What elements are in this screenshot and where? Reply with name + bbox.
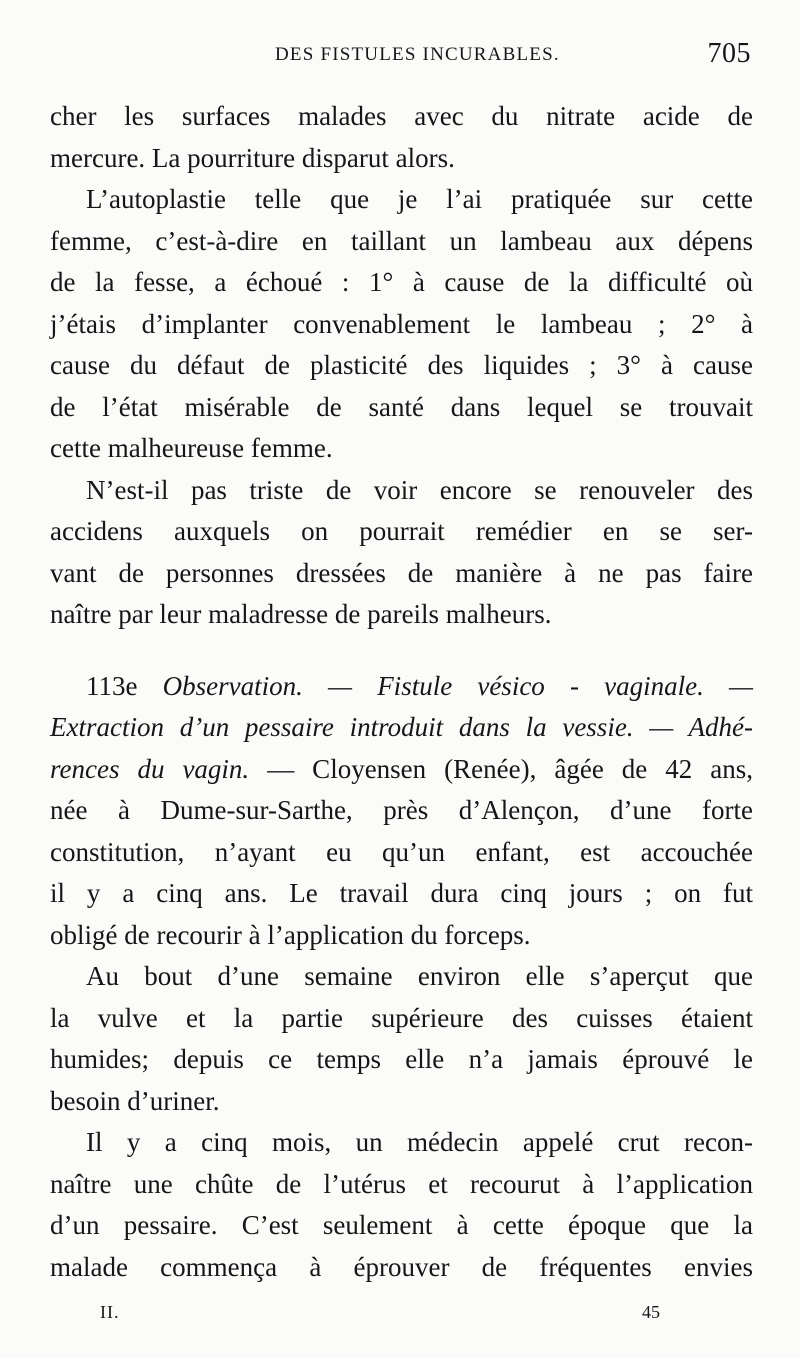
running-head (50, 38, 755, 78)
text-line: d’un pessaire. C’est seulement à cette époque que la (50, 1210, 753, 1240)
observation-heading-line (50, 707, 753, 749)
text-line: Au bout d’une semaine environ elle s’aperçut que (86, 961, 753, 991)
text-line: obligé de recourir à l’application du forceps. (50, 919, 531, 950)
text-line: constitution, n’ayant eu qu’un enfant, est accouchée (50, 836, 753, 867)
observation-subtitle-end: rences du vagin. (50, 753, 250, 784)
signature-mark: II. (100, 1302, 120, 1322)
text-line: vant de personnes dressées de manière à ne pas faire (50, 557, 753, 588)
text-line: accidens auxquels on pourrait remédier en se ser- (50, 516, 753, 546)
text-line: besoin d’uriner. (50, 1085, 220, 1116)
text-line: naître une chûte de l’utérus et recourut à l’application (50, 1168, 753, 1199)
text-line: L’autoplastie telle que je l’ai pratiquée sur cette (86, 184, 753, 214)
text-line: mercure. La pourriture disparut alors. (50, 142, 455, 173)
text-line: femme, c’est-à-dire en taillant un lambeau aux dépens (50, 225, 753, 256)
text-line: N’est-il pas triste de voir encore se renouveler des (86, 474, 753, 505)
text-line: Il y a cinq mois, un médecin appelé crut recon- (86, 1127, 753, 1157)
text-line: cause du défaut de plasticité des liquides ; 3° à cause (50, 350, 753, 380)
observation-heading-line (50, 666, 753, 708)
observation-number: 113e (86, 670, 138, 701)
observation-heading-line (50, 749, 753, 791)
text-line: cher les surfaces malades avec du nitrate acide de (50, 101, 753, 131)
text-line: de la fesse, a échoué : 1° à cause de la difficulté où (50, 267, 753, 297)
text-line: malade commença à éprouver de fréquentes envies (50, 1251, 753, 1282)
text-line: il y a cinq ans. Le travail dura cinq jours ; on fut (50, 878, 753, 908)
text-line: j’étais d’implanter convenablement le lambeau ; 2° à (50, 308, 753, 339)
text-line: naître par leur maladresse de pareils malheurs. (50, 599, 552, 629)
text-line: de l’état misérable de santé dans lequel se trouvait (50, 391, 753, 422)
section-gap (50, 636, 753, 666)
text-line: humides; depuis ce temps elle n’a jamais éprouvé le (50, 1044, 753, 1074)
text-line: cette malheureuse femme. (50, 433, 333, 463)
patient-intro: — Cloyensen (Renée), âgée de 42 ans, (267, 753, 754, 784)
observation-subtitle: Extraction d’un pessaire introduit dans la vessie. — Adhé- (50, 712, 753, 742)
gathering-number: 45 (642, 1302, 660, 1322)
body-text (50, 96, 753, 1288)
observation-title: Observation. — Fistule vésico - vaginale. — (162, 670, 753, 701)
page-footer (100, 1302, 660, 1332)
text-line: née à Dume-sur-Sarthe, près d’Alençon, d’une forte (50, 795, 753, 825)
running-title: DES FISTULES INCURABLES. (275, 44, 560, 65)
text-line: la vulve et la partie supérieure des cuisses étaient (50, 1002, 753, 1033)
page-number: 705 (707, 38, 751, 69)
